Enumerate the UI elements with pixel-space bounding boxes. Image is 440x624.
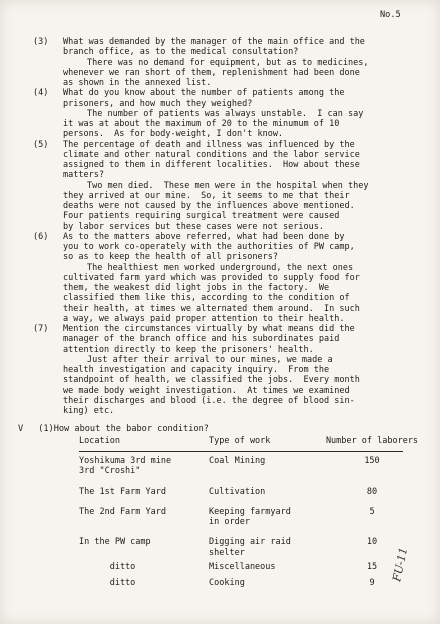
cell-location — [79, 572, 209, 588]
text-line: deaths were not caused by the influences above mentioned. — [63, 201, 355, 211]
cell-work — [209, 572, 325, 588]
cell-location-line: 3rd "Croshi" — [79, 466, 141, 477]
cell-location — [79, 452, 209, 477]
cell-location — [79, 497, 209, 528]
table-row — [79, 497, 419, 528]
table-row — [79, 572, 419, 588]
question-number: (6) — [33, 231, 49, 242]
text-line: climate and other natural conditions and the labor service — [63, 149, 360, 160]
question-item — [33, 232, 428, 324]
text-line: classified them like this, according to the condition of — [63, 293, 350, 304]
cell-work-line: Miscellaneous — [209, 562, 276, 573]
cell-number-line: 9 — [369, 578, 375, 589]
question-number: (4) — [33, 88, 49, 99]
cell-location-line: ditto — [79, 562, 136, 573]
cell-location-line: The 1st Farm Yard — [79, 486, 166, 497]
column-header-location: Location — [79, 436, 120, 446]
text-line: Two men died. These men were in the hospital when they — [87, 180, 369, 191]
cell-number-line: 150 — [364, 456, 380, 466]
question-number: (5) — [33, 139, 49, 150]
cell-location-line: In the PW camp — [79, 537, 151, 548]
text-line: standpoint of health, we classified the jobs. Every month — [63, 375, 360, 386]
cell-number — [325, 497, 419, 528]
cell-location — [79, 558, 209, 572]
column-header-number: Number of laborers — [325, 436, 419, 446]
text-line: their discharges and blood (i.e. the degree of blood sin- — [63, 395, 355, 406]
text-line: persons. As for body-weight, I don't know. — [63, 129, 284, 140]
cell-number — [325, 477, 419, 497]
text-line: As to the matters above referred, what had been done by — [63, 231, 345, 242]
text-line: we made body weight investigation. At times we examined — [63, 385, 350, 396]
cell-number-line: 80 — [366, 486, 378, 497]
text-line: king) etc. — [63, 406, 115, 416]
cell-work — [209, 527, 325, 558]
question-number: (7) — [33, 324, 49, 334]
text-line: their health, at times we alternated them around. In such — [63, 303, 360, 314]
text-line: assigned to them in different localities. How about these — [63, 160, 360, 170]
cell-work-line: Cultivation — [209, 486, 266, 497]
cell-number — [325, 452, 419, 477]
cell-location-line: Yoshikuma 3rd mine — [79, 456, 172, 466]
cell-work — [209, 558, 325, 572]
table-body — [79, 452, 419, 589]
table-row — [79, 527, 419, 558]
handwritten-annotation: FU-11 — [390, 546, 411, 583]
question-item — [33, 37, 428, 88]
column-header-work: Type of work — [209, 436, 271, 446]
text-line: prisoners, and how much they weighed? — [63, 98, 253, 109]
section-heading — [18, 424, 209, 434]
text-line: it was at about the maximum of 20 to the minumum of 10 — [63, 119, 340, 129]
cell-work-line: shelter — [209, 547, 245, 558]
text-line: by labor services but these cases were not serious. — [63, 221, 324, 232]
question-item — [33, 140, 428, 232]
question-number: (3) — [33, 37, 49, 47]
question-item — [33, 88, 428, 139]
table-row — [79, 477, 419, 497]
page-number: No.5 — [380, 10, 401, 20]
text-line: What was demanded by the manager of the main office and the — [63, 37, 365, 47]
text-line: There was no demand for equipment, but as to medicines, — [87, 57, 369, 68]
text-line: whenever we ran short of them, replenishment had been done — [63, 67, 360, 78]
cell-work-line: Cooking — [209, 578, 245, 589]
text-line: The healthiest men worked underground, the next ones — [87, 262, 354, 273]
cell-location-line: The 2nd Farm Yard — [79, 506, 166, 517]
cell-number-line: 5 — [369, 506, 375, 517]
section-question: (1)How about the babor condition? — [38, 424, 209, 434]
text-line: branch office, as to the medical consultation? — [63, 47, 299, 58]
cell-location — [79, 477, 209, 497]
text-line: Four patients requiring surgical treatment were caused — [63, 211, 340, 222]
text-line: as shown in the annexed list. — [63, 78, 212, 88]
table-row — [79, 452, 419, 477]
text-line: you to work co-operately with the authorities of PW camp, — [63, 242, 355, 252]
text-line: The number of patients was always unstable. I can say — [87, 108, 364, 119]
cell-work-line: in order — [209, 517, 250, 528]
text-line: them, the weakest did light jobs in the factory. We — [63, 283, 330, 293]
text-line: they arrived at our mine. So, it seems to me that their — [63, 190, 350, 201]
cell-work — [209, 452, 325, 477]
text-line: so as to keep the health of all prisoners? — [63, 252, 278, 263]
text-line: attention directly to keep the prisoners' health. — [63, 344, 314, 355]
text-line: cultivated farm yard which was provided to supply food for — [63, 272, 360, 283]
table-row — [79, 558, 419, 572]
text-line: Just after their arrival to our mines, we made a — [87, 354, 333, 365]
text-line: The percentage of death and illness was influenced by the — [63, 139, 355, 150]
text-line: matters? — [63, 170, 104, 181]
cell-number — [325, 572, 419, 588]
question-item — [33, 324, 428, 416]
cell-work-line: Digging air raid — [209, 537, 291, 548]
cell-location-line: ditto — [79, 578, 136, 589]
cell-work-line: Keeping farmyard — [209, 506, 291, 517]
cell-number-line: 15 — [366, 562, 378, 573]
text-line: a way, we always paid proper attention to their health. — [63, 313, 345, 324]
table-header-row — [79, 436, 419, 451]
labor-table — [79, 436, 419, 589]
cell-location — [79, 527, 209, 558]
cell-work — [209, 497, 325, 528]
text-line: Mention the circumstances virtually by what means did the — [63, 324, 355, 334]
text-line: manager of the branch office and his subordinates paid — [63, 334, 340, 345]
section-roman: V — [18, 424, 24, 434]
cell-number-line: 10 — [366, 537, 378, 548]
text-line: health investigation and capacity inquiry. From the — [63, 365, 330, 375]
cell-work-line: Coal Mining — [209, 456, 266, 466]
text-line: What do you know about the number of patients among the — [63, 88, 345, 99]
question-list — [33, 37, 428, 416]
cell-work — [209, 477, 325, 497]
